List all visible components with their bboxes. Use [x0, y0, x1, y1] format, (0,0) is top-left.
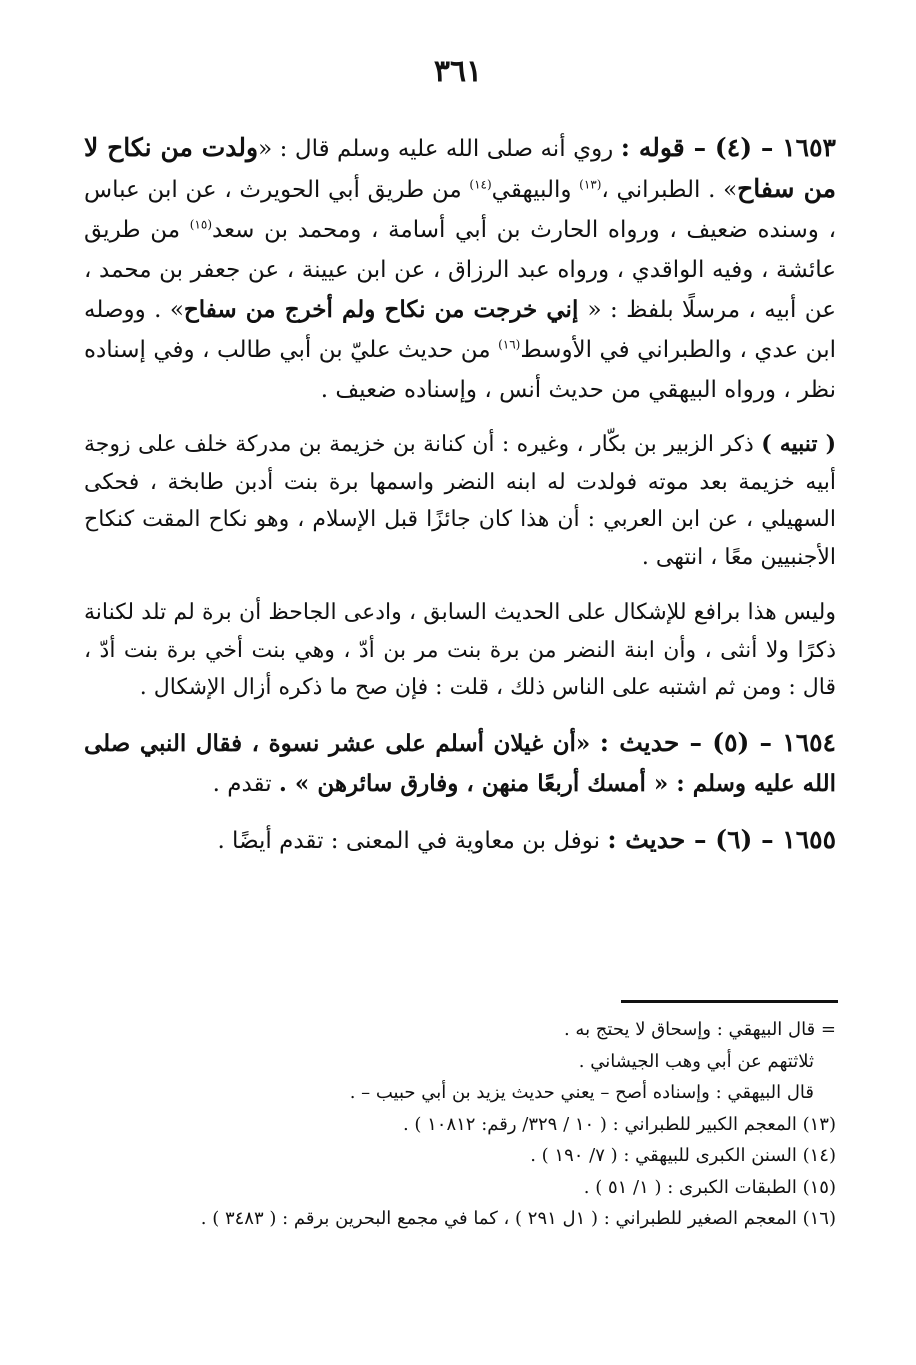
entry-1653-intro: روي أنه صلى الله عليه وسلم قال : « [258, 136, 621, 162]
entry-1653 [84, 128, 836, 410]
page-number: ٣٦١ [433, 54, 483, 89]
footnote-14: (١٤) السنن الكبرى للبيهقي : ( ٧/ ١٩٠ ) . [530, 1145, 836, 1166]
entry-1653-quote-2: إني خرجت من نكاح ولم أخرج من سفاح [183, 296, 588, 323]
footnote-16: (١٦) المعجم الصغير للطبراني : ( ١ل ٢٩١ ) ، كما في مجمع البحرين برقم : ( ٣٤٨٣ ) . [200, 1208, 836, 1229]
entry-1653-quote: ولدت من نكاح لا من سفاح [84, 133, 837, 203]
notice-paragraph [84, 426, 836, 576]
footnote-ref-16[interactable]: (١٦) [498, 337, 521, 352]
entry-1654-text: «أن غيلان أسلم على عشر نسوة ، فقال النبي صلى الله عليه وسلم : « أمسك أربعًا منهن ، وفارق سائرهن » . [84, 729, 836, 797]
entry-1655 [84, 820, 836, 861]
footnote-divider [621, 1000, 838, 1003]
entry-1654 [84, 723, 836, 804]
main-text [84, 128, 836, 877]
footnote-ref-14[interactable]: (١٤) [469, 177, 492, 192]
entry-1655-text: نوفل بن معاوية في المعنى : تقدم أيضًا . [217, 827, 608, 854]
footnote-ref-13[interactable]: (١٣) [579, 177, 602, 192]
entry-1654-tail: تقدم . [212, 770, 279, 797]
footnote-ref-15[interactable]: (١٥) [189, 217, 212, 232]
notice-text: ذكر الزبير بن بكّار ، وغيره : أن كنانة بن خزيمة بن مدركة خلف على زوجة أبيه خزيمة بعد موته فولدت له ابنه النضر واسمها برة بنت أدبن طابخة ، فحكى السهيلي ، عن ابن العربي : أن هذا كان جائزًا قبل الإسلام ، وهو نكاح المقت كنكاح الأجنبيين معًا ، انتهى . [84, 432, 836, 570]
entry-1653-text-2: والبيهقي [491, 177, 580, 203]
commentary-paragraph: وليس هذا برافع للإشكال على الحديث السابق ، وادعى الجاحظ أن برة لم تلد لكنانة ذكرًا ولا أنثى ، وأن ابنة النضر من برة بنت مر بن أدّ ، وهي بنت أخي برة بنت أدّ ، قال : ومن ثم اشتبه على الناس ذلك ، قلت : فإن صح ما ذكره أزال الإشكال . [84, 600, 836, 700]
entry-1653-text-5: » . ووصله ابن عدي ، والطبراني في الأوسط [84, 297, 836, 363]
entry-1653-lead: ١٦٥٣ – (٤) – قوله : [620, 133, 836, 162]
footnotes [84, 1014, 836, 1235]
footnote-13: (١٣) المعجم الكبير للطبراني : ( ١٠ / ٣٢٩/ رقم: ١٠٨١٢ ) . [402, 1113, 836, 1135]
entry-1655-lead: ١٦٥٥ – (٦) – حديث : [607, 824, 836, 854]
footnote-continuation-line: قال البيهقي : وإسناده أصح – يعني حديث يزيد بن أبي حبيب – . [349, 1082, 814, 1103]
footnote-continuation-line: = قال البيهقي : وإسحاق لا يحتج به . [563, 1019, 836, 1040]
entry-1653-after-quote: » . [708, 177, 738, 203]
entry-1653-text-6: من حديث عليّ بن أبي طالب ، وفي إسناده نظر ، ورواه البيهقي من حديث أنس ، وإسناده ضعيف . [84, 337, 836, 403]
entry-1654-lead: ١٦٥٤ – (٥) – حديث : [599, 727, 836, 757]
footnote-15: (١٥) الطبقات الكبرى : ( ١/ ٥١ ) . [583, 1176, 836, 1198]
entry-1653-text-4: من طريق عائشة ، وفيه الواقدي ، ورواه عبد الرزاق ، عن ابن عيينة ، عن جعفر بن محمد ، عن أبيه ، مرسلًا بلفظ : « [84, 217, 836, 323]
entry-1653-text-3: من طريق أبي الحويرث ، عن ابن عباس ، وسنده ضعيف ، ورواه الحارث بن أبي أسامة ، ومحمد بن سعد [84, 177, 836, 243]
entry-1653-text-1: الطبراني ، [601, 177, 709, 203]
notice-label: ( تنبيه ) [761, 431, 836, 457]
footnote-continuation-line: ثلاثتهم عن أبي وهب الجيشاني . [578, 1050, 814, 1072]
